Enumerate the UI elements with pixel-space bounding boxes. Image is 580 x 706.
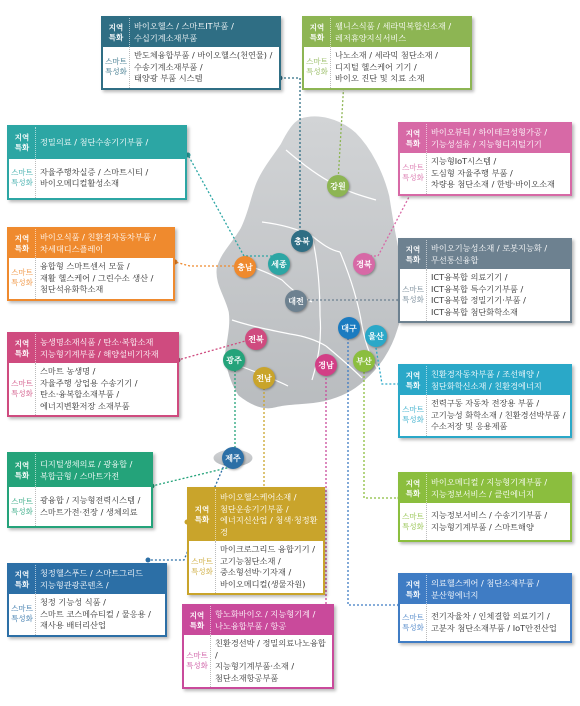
- region-specialty-label: 지역 특화: [405, 370, 421, 390]
- region-specialty-text: 친환경자동차부품 / 조선해양 / 첨단화학신소재 / 친환경에너지: [426, 366, 570, 395]
- smart-specialty-label: 스마트 특성화: [105, 57, 127, 77]
- smart-specialty-text: 나노소재 / 세라믹 첨단소재 / 디지털 헬스케어 기기 / 바이오 진단 및 치료 소재: [330, 47, 470, 88]
- card-jeonnam: [187, 487, 325, 595]
- smart-specialty-label: 스마트 특성화: [11, 379, 33, 398]
- region-specialty-text: 항노화바이오 / 지능형기계 / 나노융합부품 / 항공: [210, 606, 332, 635]
- smart-specialty-text: 친환경선박 / 정밀의료나노융합 / 지능형기계부품·소재 / 첨단소재항공부품: [210, 635, 332, 687]
- region-specialty-text: 바이오헬스 / 스마트IT부품 / 수십기계소재부품: [129, 18, 279, 47]
- card-gyeongnam: [182, 604, 334, 689]
- smart-specialty-text: 지능정보서비스 / 수송기기부품 / 지능형기계부품 / 스마트해양: [426, 503, 570, 540]
- region-specialty-label: 지역 특화: [405, 128, 421, 148]
- smart-specialty-text: 전기자율차 / 인체결합 의료기기 / 고분자 첨단소재부품 / IoT안전산업: [426, 604, 570, 641]
- node-gwangju[interactable]: [223, 349, 245, 371]
- region-specialty-text: 바이오뷰티 / 하이테크성형가공 / 기능성섬유 / 지능형디지털기기: [426, 124, 570, 153]
- region-specialty-label: 지역 특화: [309, 22, 325, 42]
- card-jeju: [7, 563, 167, 637]
- card-chungbuk: [101, 16, 281, 90]
- smart-specialty-text: 마이크로그리드 융합기기 / 고기능첨단소재 / 중소형선박·기자재 / 바이오메디컬(생물자원): [215, 541, 323, 593]
- region-specialty-text: 바이오기능성소재 / 로봇지능화 / 무선통신융합: [426, 240, 570, 269]
- region-specialty-text: 의료헬스케어 / 첨단소재부품 / 분산형에너지: [426, 575, 570, 604]
- smart-specialty-text: 스마트 농생명 / 자율주행 상업용 수송기기 / 탄소·융복합소재부품 / 에너지변환저장 소재부품: [35, 363, 177, 415]
- smart-specialty-text: 반도체융합부품 / 바이오헬스(천연물) / 수송기계소재부품 / 태양광 부품 시스템: [129, 47, 279, 88]
- region-specialty-text: 농생명소재식품 / 탄소·복합소재 지능형기계부품 / 해양설비기자재: [35, 334, 177, 363]
- region-specialty-text: 디지털생체의료 / 광융합 / 복합금형 / 스마트가전: [35, 454, 151, 487]
- node-daejeon[interactable]: [285, 290, 307, 312]
- node-gyeongbuk-label: 경북: [356, 259, 372, 269]
- node-daejeon-label: 대전: [288, 296, 304, 306]
- card-jeonbuk: [7, 332, 179, 417]
- node-chungbuk-label: 충북: [294, 236, 310, 246]
- region-specialty-label: 지역 특화: [14, 132, 30, 152]
- card-gwangju: [7, 452, 153, 528]
- card-daegu: [398, 573, 572, 643]
- smart-specialty-label: 스마트 특성화: [186, 651, 208, 670]
- node-jeonnam-label: 전남: [256, 373, 272, 383]
- node-gyeongnam-label: 경남: [318, 360, 334, 370]
- node-jeonbuk[interactable]: [245, 328, 267, 350]
- node-gangwon[interactable]: [327, 175, 349, 197]
- node-chungbuk[interactable]: [291, 230, 313, 252]
- card-sejong: [7, 125, 187, 200]
- node-busan[interactable]: [353, 350, 375, 372]
- node-ulsan-label: 울산: [368, 331, 384, 341]
- node-gyeongnam[interactable]: [315, 354, 337, 376]
- region-specialty-text: 청정헬스푸드 / 스마트그리드 지능형관광콘텐츠 /: [35, 565, 165, 594]
- smart-specialty-text: 광융합 / 지능형전력시스템 / 스마트가전·전장 / 생체의료: [35, 487, 151, 526]
- region-specialty-label: 지역 특화: [108, 22, 124, 42]
- region-specialty-label: 지역 특화: [405, 478, 421, 498]
- node-chungnam[interactable]: [234, 256, 256, 278]
- node-gyeongbuk[interactable]: [353, 253, 375, 275]
- region-specialty-label: 지역 특화: [14, 569, 30, 589]
- smart-specialty-label: 스마트 특성화: [11, 604, 33, 624]
- region-specialty-label: 지역 특화: [189, 610, 205, 630]
- card-daejeon: [398, 238, 572, 323]
- node-sejong-label: 세종: [271, 259, 287, 269]
- smart-specialty-label: 스마트 특성화: [11, 496, 33, 516]
- smart-specialty-text: 자율주행차실증 / 스마트시티 / 바이오메디컬활성소재: [35, 159, 185, 198]
- region-specialty-label: 지역 특화: [14, 338, 30, 358]
- node-jeju[interactable]: [222, 447, 244, 469]
- smart-specialty-label: 스마트 특성화: [191, 557, 213, 576]
- card-gyeongbuk: [398, 122, 572, 196]
- node-jeonnam[interactable]: [253, 367, 275, 389]
- node-daegu[interactable]: [338, 317, 360, 339]
- region-specialty-label: 지역 특화: [405, 579, 421, 599]
- smart-specialty-text: 전력구동 자동차 전장용 부품 / 고기능성 화학소재 / 친환경선박부품 / 수소저장 및 응용제품: [426, 395, 570, 436]
- smart-specialty-text: 청정 기능성 식품 / 스마트 코스메슈티컬 / 물응용 / 재사용 배터리산업: [35, 594, 165, 635]
- node-jeju-label: 제주: [225, 453, 241, 463]
- smart-specialty-label: 스마트 특성화: [402, 285, 424, 304]
- region-specialty-text: 바이오헬스케어소재 / 첨단운송기기부품 / 에너지신산업 / 청색·청정환경: [215, 489, 323, 541]
- region-specialty-text: 바이오메디컬 / 지능형기계부품 / 지능정보서비스 / 클린에너지: [426, 474, 570, 503]
- smart-specialty-label: 스마트 특성화: [306, 57, 328, 77]
- node-daegu-label: 대구: [341, 323, 357, 333]
- smart-specialty-text: 지능형IoT시스템 / 도심형 자율주행 부품 / 차량용 첨단소재 / 한방·바이오소재: [426, 153, 570, 194]
- card-ulsan: [398, 364, 572, 438]
- smart-specialty-label: 스마트 특성화: [402, 612, 424, 632]
- region-specialty-text: 바이오식품 / 친환경자동차부품 / 차세대디스플레이: [35, 229, 173, 258]
- smart-specialty-label: 스마트 특성화: [402, 405, 424, 425]
- smart-specialty-label: 스마트 특성화: [402, 511, 424, 531]
- card-chungnam: [7, 227, 175, 301]
- region-specialty-label: 지역 특화: [194, 505, 210, 524]
- region-specialty-text: 웰니스식품 / 세라믹복합신소재 / 레저휴양지식서비스: [330, 18, 470, 47]
- node-busan-label: 부산: [356, 356, 372, 366]
- node-sejong[interactable]: [268, 253, 290, 275]
- smart-specialty-text: ICT융복합 의료기기 / ICT융복합 특수기기부품 / ICT융복합 정밀기기·부품 / ICT융복합 첨단화학소재: [426, 269, 570, 321]
- region-specialty-label: 지역 특화: [405, 244, 421, 264]
- smart-specialty-text: 융합형 스마트센서 모듈 / 재활 헬스케어 / 그린수소 생산 / 첨단석유화학소재: [35, 258, 173, 299]
- region-specialty-text: 정밀의료 / 첨단수송기기부품 /: [35, 127, 185, 159]
- card-busan: [398, 472, 572, 542]
- smart-specialty-label: 스마트 특성화: [402, 163, 424, 183]
- region-specialty-label: 지역 특화: [14, 233, 30, 253]
- region-specialty-label: 지역 특화: [14, 460, 30, 480]
- card-gangwon: [302, 16, 472, 90]
- node-gangwon-label: 강원: [330, 181, 346, 191]
- smart-specialty-label: 스마트 특성화: [11, 168, 33, 187]
- node-chungnam-label: 충남: [237, 262, 253, 272]
- node-ulsan[interactable]: [365, 325, 387, 347]
- node-jeonbuk-label: 전북: [248, 334, 264, 344]
- node-gwangju-label: 광주: [226, 355, 242, 365]
- smart-specialty-label: 스마트 특성화: [11, 268, 33, 288]
